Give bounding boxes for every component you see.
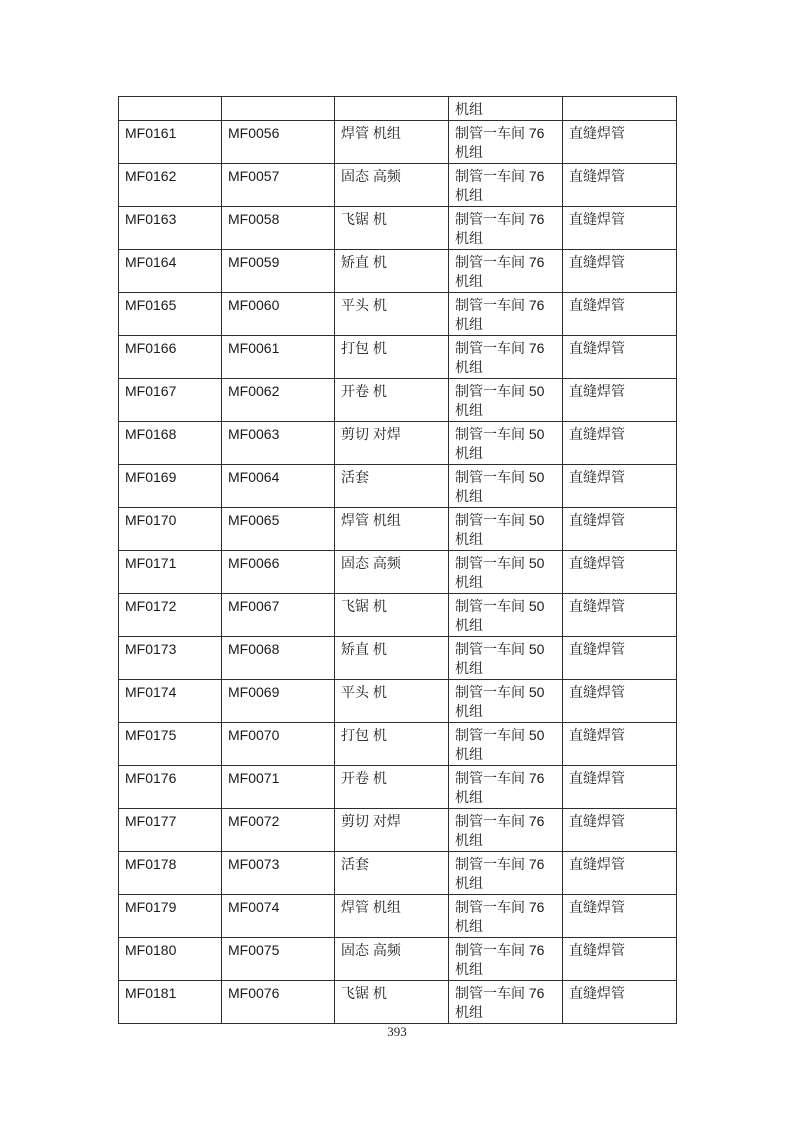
table-cell: MF0177 xyxy=(119,809,222,852)
table-cell: MF0169 xyxy=(119,465,222,508)
table-cell: 直缝焊管 xyxy=(563,809,677,852)
table-cell: 剪切 对焊 xyxy=(335,809,449,852)
table-cell: MF0164 xyxy=(119,250,222,293)
table-cell: 直缝焊管 xyxy=(563,250,677,293)
table-cell: MF0070 xyxy=(222,723,335,766)
table-cell: 剪切 对焊 xyxy=(335,422,449,465)
table-row xyxy=(119,594,677,637)
table-cell: MF0057 xyxy=(222,164,335,207)
table-cell: MF0071 xyxy=(222,766,335,809)
table-cell: 直缝焊管 xyxy=(563,465,677,508)
table-row xyxy=(119,981,677,1024)
table-row xyxy=(119,551,677,594)
table-cell: 活套 xyxy=(335,465,449,508)
table-cell: 直缝焊管 xyxy=(563,594,677,637)
table-cell: 直缝焊管 xyxy=(563,766,677,809)
table-cell: 平头 机 xyxy=(335,680,449,723)
table-cell: MF0173 xyxy=(119,637,222,680)
table-cell: MF0068 xyxy=(222,637,335,680)
table-cell: MF0059 xyxy=(222,250,335,293)
table-cell: 制管一车间 76 机组 xyxy=(449,766,563,809)
table-cell: 制管一车间 50 机组 xyxy=(449,551,563,594)
table-cell: 直缝焊管 xyxy=(563,637,677,680)
table-cell: 直缝焊管 xyxy=(563,938,677,981)
table-cell xyxy=(119,97,222,121)
table-row xyxy=(119,637,677,680)
equipment-table-body xyxy=(119,97,677,1024)
table-cell: 直缝焊管 xyxy=(563,293,677,336)
table-cell: MF0072 xyxy=(222,809,335,852)
table-row xyxy=(119,164,677,207)
table-row xyxy=(119,207,677,250)
table-cell: 飞锯 机 xyxy=(335,594,449,637)
table-row xyxy=(119,508,677,551)
table-row xyxy=(119,766,677,809)
table-cell: 直缝焊管 xyxy=(563,164,677,207)
table-cell: MF0172 xyxy=(119,594,222,637)
table-cell: MF0058 xyxy=(222,207,335,250)
table-cell xyxy=(222,97,335,121)
table-row xyxy=(119,121,677,164)
table-cell: MF0064 xyxy=(222,465,335,508)
table-cell: MF0181 xyxy=(119,981,222,1024)
table-cell: 直缝焊管 xyxy=(563,981,677,1024)
equipment-table xyxy=(118,96,677,1024)
table-row xyxy=(119,293,677,336)
table-cell: 制管一车间 76 机组 xyxy=(449,809,563,852)
table-row xyxy=(119,379,677,422)
table-cell: 制管一车间 50 机组 xyxy=(449,422,563,465)
table-cell: 直缝焊管 xyxy=(563,508,677,551)
table-cell: 制管一车间 76 机组 xyxy=(449,121,563,164)
table-cell: MF0165 xyxy=(119,293,222,336)
table-cell: MF0171 xyxy=(119,551,222,594)
table-cell: MF0166 xyxy=(119,336,222,379)
table-row xyxy=(119,680,677,723)
table-cell xyxy=(563,97,677,121)
table-cell: 固态 高频 xyxy=(335,164,449,207)
table-cell: MF0162 xyxy=(119,164,222,207)
table-cell: 制管一车间 76 机组 xyxy=(449,336,563,379)
table-cell: 机组 xyxy=(449,97,563,121)
table-cell: 制管一车间 50 机组 xyxy=(449,594,563,637)
table-cell: 焊管 机组 xyxy=(335,121,449,164)
table-cell: 焊管 机组 xyxy=(335,508,449,551)
table-cell: 平头 机 xyxy=(335,293,449,336)
table-cell: MF0073 xyxy=(222,852,335,895)
table-cell: 制管一车间 50 机组 xyxy=(449,379,563,422)
table-cell: 制管一车间 76 机组 xyxy=(449,852,563,895)
table-row xyxy=(119,852,677,895)
table-cell: 制管一车间 50 机组 xyxy=(449,680,563,723)
table-cell: MF0174 xyxy=(119,680,222,723)
table-cell: 制管一车间 50 机组 xyxy=(449,465,563,508)
table-cell: MF0167 xyxy=(119,379,222,422)
table-cell: MF0176 xyxy=(119,766,222,809)
table-cell: MF0069 xyxy=(222,680,335,723)
table-cell: 活套 xyxy=(335,852,449,895)
table-cell: 制管一车间 76 机组 xyxy=(449,207,563,250)
table-cell: MF0063 xyxy=(222,422,335,465)
table-row xyxy=(119,465,677,508)
table-cell: 直缝焊管 xyxy=(563,895,677,938)
table-cell: 开卷 机 xyxy=(335,766,449,809)
table-cell: MF0179 xyxy=(119,895,222,938)
table-cell: 直缝焊管 xyxy=(563,680,677,723)
table-cell: 制管一车间 50 机组 xyxy=(449,508,563,551)
table-cell: MF0060 xyxy=(222,293,335,336)
table-cell: 制管一车间 76 机组 xyxy=(449,293,563,336)
table-cell: 打包 机 xyxy=(335,723,449,766)
table-cell: MF0074 xyxy=(222,895,335,938)
table-cell: 直缝焊管 xyxy=(563,121,677,164)
table-cell: 直缝焊管 xyxy=(563,723,677,766)
table-cell: 直缝焊管 xyxy=(563,207,677,250)
table-cell: 飞锯 机 xyxy=(335,207,449,250)
table-cell: 制管一车间 76 机组 xyxy=(449,250,563,293)
table-cell: 制管一车间 76 机组 xyxy=(449,938,563,981)
table-cell: 焊管 机组 xyxy=(335,895,449,938)
table-row xyxy=(119,250,677,293)
table-cell: 打包 机 xyxy=(335,336,449,379)
table-cell: MF0178 xyxy=(119,852,222,895)
table-cell: 直缝焊管 xyxy=(563,379,677,422)
table-cell: 直缝焊管 xyxy=(563,852,677,895)
table-cell: 矫直 机 xyxy=(335,250,449,293)
table-cell: MF0076 xyxy=(222,981,335,1024)
table-cell: 制管一车间 50 机组 xyxy=(449,723,563,766)
table-row xyxy=(119,336,677,379)
table-row xyxy=(119,723,677,766)
table-cell: 制管一车间 76 机组 xyxy=(449,164,563,207)
table-cell: MF0065 xyxy=(222,508,335,551)
table-cell: MF0061 xyxy=(222,336,335,379)
table-row xyxy=(119,422,677,465)
table-cell: 制管一车间 76 机组 xyxy=(449,895,563,938)
page-number: 393 xyxy=(387,1024,407,1039)
table-cell: 固态 高频 xyxy=(335,551,449,594)
table-cell: MF0168 xyxy=(119,422,222,465)
table-cell: MF0161 xyxy=(119,121,222,164)
table-cell: 直缝焊管 xyxy=(563,551,677,594)
table-row xyxy=(119,97,677,121)
table-cell: MF0066 xyxy=(222,551,335,594)
table-cell: 直缝焊管 xyxy=(563,336,677,379)
table-row xyxy=(119,809,677,852)
table-cell: MF0062 xyxy=(222,379,335,422)
table-cell: MF0170 xyxy=(119,508,222,551)
table-cell: 开卷 机 xyxy=(335,379,449,422)
table-cell: 制管一车间 76 机组 xyxy=(449,981,563,1024)
table-cell: MF0163 xyxy=(119,207,222,250)
table-cell: MF0056 xyxy=(222,121,335,164)
table-cell: MF0180 xyxy=(119,938,222,981)
table-cell: MF0075 xyxy=(222,938,335,981)
table-cell: 直缝焊管 xyxy=(563,422,677,465)
table-cell: 矫直 机 xyxy=(335,637,449,680)
table-row xyxy=(119,938,677,981)
table-cell: MF0067 xyxy=(222,594,335,637)
table-cell: 制管一车间 50 机组 xyxy=(449,637,563,680)
table-cell: MF0175 xyxy=(119,723,222,766)
table-row xyxy=(119,895,677,938)
table-cell: 飞锯 机 xyxy=(335,981,449,1024)
table-cell: 固态 高频 xyxy=(335,938,449,981)
table-cell xyxy=(335,97,449,121)
